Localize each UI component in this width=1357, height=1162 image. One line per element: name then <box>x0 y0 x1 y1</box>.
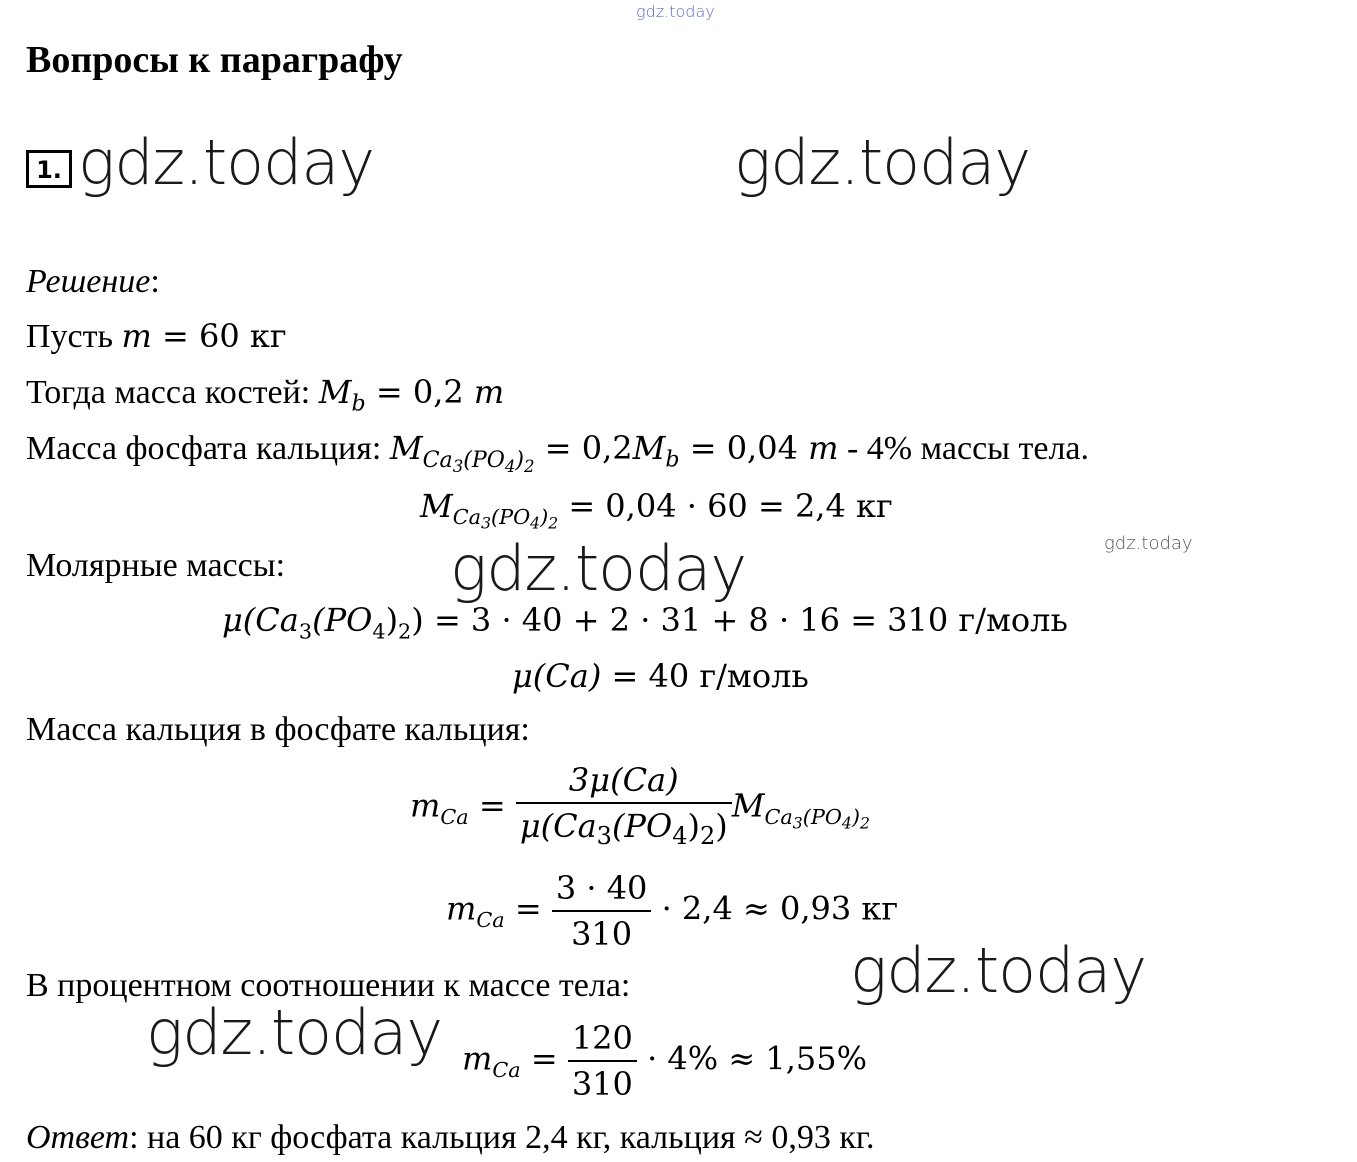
fraction-numerator: 120 <box>568 1016 637 1062</box>
var-M: M <box>389 429 423 467</box>
sub-ca3po42: Ca3(PO4)2 <box>452 505 559 533</box>
var-Mb: M <box>318 373 352 411</box>
solution-label-text: Решение <box>26 263 151 300</box>
task-number: 1. <box>26 150 72 188</box>
var-m: m <box>473 373 505 411</box>
fraction-mu <box>516 758 732 858</box>
eq-sign: = <box>468 786 516 825</box>
line-phosphate-tail: - 4% массы тела. <box>838 430 1090 467</box>
watermark-1: gdz.today <box>78 126 375 199</box>
sub-ca: Ca <box>492 1057 521 1082</box>
eq-mca-formula <box>410 758 870 858</box>
var-M: M <box>731 786 765 825</box>
var-m: m <box>808 429 839 467</box>
var-M: M <box>632 429 666 467</box>
var-m: m <box>462 1039 493 1078</box>
fraction-numerator: 3μ(Ca) <box>516 758 732 804</box>
var-m: m <box>410 786 441 825</box>
sub-4: 4 <box>372 619 386 644</box>
fraction-denominator: $\mu(Ca_3(PO_4)_2)$ <box>519 807 728 851</box>
mu-ca: μ(Ca <box>222 601 299 639</box>
solution-colon: : <box>150 263 160 300</box>
eq-sign: = <box>504 889 552 928</box>
sub-ca3po42: Ca3(PO4)2 <box>764 804 870 833</box>
line-phosphate-text: Масса фосфата кальция: <box>26 430 390 467</box>
line-let-rest: = 60 кг <box>151 317 287 355</box>
watermark-top: gdz.today <box>636 2 715 21</box>
calcium-label: Масса кальция в фосфате кальция: <box>26 711 530 748</box>
eq-mca-value <box>446 866 898 956</box>
fraction-denominator: 310 <box>571 1065 633 1103</box>
watermark-5: gdz.today <box>146 996 443 1069</box>
watermark-2: gdz.today <box>734 126 1031 199</box>
sub-2: 2 <box>398 619 412 644</box>
line-bones-mass <box>26 372 504 424</box>
solution-label <box>26 262 160 302</box>
answer-label: Ответ <box>26 1119 130 1156</box>
eq-part1: = 0,2 <box>534 429 633 467</box>
answer-text: : на 60 кг фосфата кальция 2,4 кг, кальция ≈ 0,93 кг. <box>129 1119 875 1156</box>
po-group: (PO <box>312 601 373 639</box>
line-let-text: Пусть <box>26 318 122 355</box>
eq-molar-ca <box>512 656 809 696</box>
page-title: Вопросы к параграфу <box>26 39 403 81</box>
eq-part2: = 0,04 <box>679 429 809 467</box>
molar-label: Молярные массы: <box>26 547 286 584</box>
eq-molar-phosphate-rest: ) = 3 · 40 + 2 · 31 + 8 · 16 = 310 г/моль <box>411 601 1068 639</box>
close-paren: ) <box>385 601 399 639</box>
fraction-percent <box>568 1016 637 1106</box>
eq-molar-phosphate <box>222 600 1068 651</box>
line-bones-text: Тогда масса костей: <box>26 374 319 411</box>
line-phosphate-mass <box>26 428 1089 487</box>
sub-b: b <box>665 446 680 473</box>
var-m: m <box>121 317 152 355</box>
eq-mass-phosphate-rest: = 0,04 · 60 = 2,4 кг <box>558 487 893 525</box>
eq-percent <box>462 1016 867 1106</box>
watermark-small: gdz.today <box>1104 533 1193 554</box>
sub-b: b <box>351 390 366 417</box>
sub-ca: Ca <box>440 804 469 829</box>
eq-mca-value-rest: · 2,4 ≈ 0,93 кг <box>651 889 899 928</box>
mu-ca: μ(Ca) <box>512 657 602 695</box>
eq-molar-ca-rest: = 40 г/моль <box>601 657 809 695</box>
percent-label: В процентном соотношении к массе тела: <box>26 967 631 1004</box>
answer-line <box>26 1118 874 1158</box>
var-M: M <box>420 487 453 525</box>
eq-percent-rest: · 4% ≈ 1,55% <box>636 1039 867 1078</box>
line-bones-rest: = 0,2 <box>365 373 474 411</box>
task-number-badge <box>26 150 72 188</box>
sub-ca: Ca <box>476 907 505 932</box>
sub-ca3po42: Ca3(PO4)2 <box>422 446 535 476</box>
watermark-3: gdz.today <box>450 532 747 605</box>
fraction-value <box>552 866 652 956</box>
var-m: m <box>446 889 477 928</box>
line-let-mass <box>26 316 287 357</box>
fraction-denominator: 310 <box>571 915 633 953</box>
fraction-numerator: 3 · 40 <box>552 866 652 912</box>
sub-3: 3 <box>298 619 313 644</box>
eq-sign: = <box>520 1039 568 1078</box>
watermark-4: gdz.today <box>850 934 1147 1007</box>
